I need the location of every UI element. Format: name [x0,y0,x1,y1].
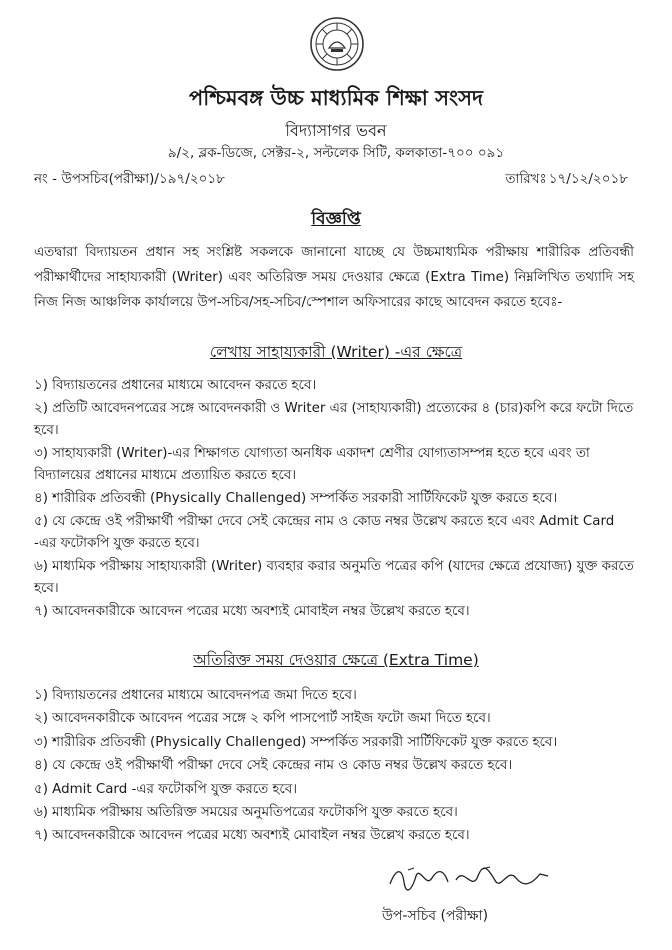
list-item: ৩) শারীরিক প্রতিবন্ধী (Physically Challenged) সম্পর্কিত সরকারী সার্টিফিকেট যুক্ত করতে হবে। [34,734,558,750]
list-item: ২) প্রতিটি আবেদনপত্রের সঙ্গে আবেদনকারী ও Writer এর (সাহায্যকারী) প্রত্যেকের ৪ (চার)কপি করে ফটো দিতে হবে। [34,400,634,439]
memo-number: নং - উপসচিব(পরীক্ষা)/১৯৭/২০১৮ [34,171,225,187]
list-item: ৪) যে কেন্দ্রে ওই পরীক্ষার্থী পরীক্ষা দেবে সেই কেন্দ্রের নাম ও কোড নম্বর উল্লেখ করতে হবে। [34,758,513,774]
list-item: ১) বিদ্যায়তনের প্রধানের মাধ্যমে আবেদন করতে হবে। [34,378,317,393]
list-item: ১) বিদ্যায়তনের প্রধানের মাধ্যমে আবেদনপত্র জমা দিতে হবে। [34,688,357,703]
list-item: ৫) যে কেন্দ্রে ওই পরীক্ষার্থী পরীক্ষা দেবে সেই কেন্দ্রের নাম ও কোড নম্বর উল্লেখ করতে হবে এবং Admit Card -এর ফটোকপি যুক্ত করতে হবে। [34,513,615,552]
list-item: ৫) Admit Card -এর ফটোকপি যুক্ত করতে হবে। [34,781,298,797]
writer-section-heading-text: লেখায় সাহায্যকারী (Writer) -এর ক্ষেত্রে [209,343,463,361]
signatory-designation: উপ-সচিব (পরীক্ষা) [382,908,489,924]
handwritten-signature [386,862,556,894]
office-address: ৯/২, ব্লক-ডিজে, সেক্টর-২, সল্টলেক সিটি, কলকাতা-৭০০ ০৯১ [167,145,505,161]
list-item: ৬) মাধ্যমিক পরীক্ষায় অতিরিক্ত সময়ের অনুমতিপত্রের ফটোকপি যুক্ত করতে হবে। [34,805,458,821]
list-item: ৪) শারীরিক প্রতিবন্ধী (Physically Challenged) সম্পর্কিত সরকারী সার্টিফিকেট যুক্ত করতে হবে। [34,490,558,506]
extra-time-section-heading [0,648,672,674]
notice-title [0,206,672,234]
council-seal-icon [309,16,365,72]
extra-time-section-heading-text: অতিরিক্ত সময় দেওয়ার ক্ষেত্রে (Extra Time) [193,651,479,669]
writer-section-heading [0,340,672,366]
notice-date [503,168,628,191]
list-item: ৭) আবেদনকারীকে আবেদন পত্রের মধ্যে অবশ্যই মোবাইল নম্বর উল্লেখ করতে হবে। [34,828,470,844]
list-item: ২) আবেদনকারীকে আবেদন পত্রের সঙ্গে ২ কপি পাসপোর্ট সাইজ ফটো জমা দিতে হবে। [34,711,491,727]
office-name: বিদ্যাসাগর ভবন [285,121,387,140]
list-item: ৬) মাধ্যমিক পরীক্ষায় সাহায্যকারী (Writer) ব্যবহার করার অনুমতি পত্রের কপি (যাদের ক্ষেত্রে প্রযোজ্য) যুক্ত করতে হবে। [34,558,634,597]
intro-paragraph: এতদ্বারা বিদ্যায়তন প্রধান সহ সংশ্লিষ্ট সকলকে জানানো যাচ্ছে যে উচ্চমাধ্যমিক পরীক্ষায় শারীরিক প্রতিবন্ধী পরীক্ষার্থীদের সাহায্যকারী (Writer) এবং অতিরিক্ত সময় দেওয়ার ক্ষেত্রে (Extra Time) নিম্নলিখিত তথ্যাদি সহ নিজ নিজ আঞ্চলিক কার্যালয়ে উপ-সচিব/সহ-সচিব/স্পেশাল অফিসারের কাছে আবেদন করতে হবেঃ- [34,245,634,310]
list-item: ৩) সাহায্যকারী (Writer)-এর শিক্ষাগত যোগ্যতা অনধিক একাদশ শ্রেণীর যোগ্যতাসম্পন্ন হতে হবে এবং তা বিদ্যালয়ের প্রধানের মাধ্যমে প্রত্যায়িত করতে হবে। [34,445,590,484]
date-label: তারিখঃ [505,171,547,187]
extra-time-requirements-list [34,684,634,848]
list-item: ৭) আবেদনকারীকে আবেদন পত্রের মধ্যে অবশ্যই মোবাইল নম্বর উল্লেখ করতে হবে। [34,603,470,619]
notice-title-text: বিজ্ঞপ্তি [311,209,361,229]
writer-requirements-list [34,375,634,624]
council-name: পশ্চিমবঙ্গ উচ্চ মাধ্যমিক শিক্ষা সংসদ [189,86,483,110]
date-value: ১৭/১২/২০১৮ [548,171,628,187]
